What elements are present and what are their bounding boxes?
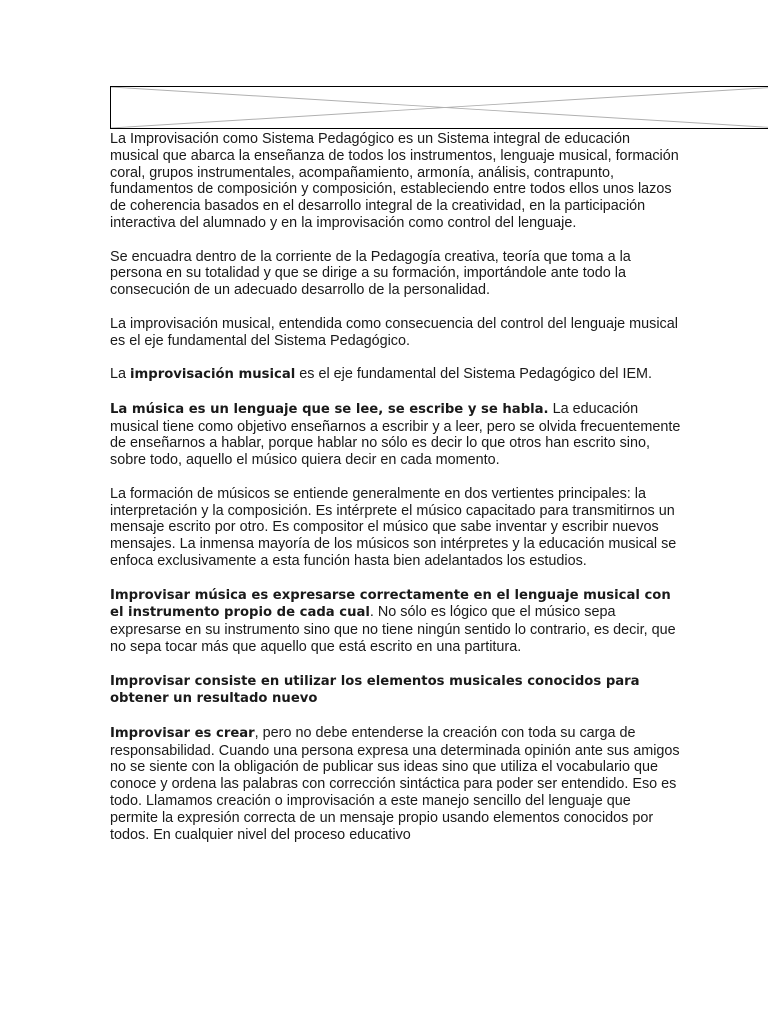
paragraph-improvisar-consiste bbox=[110, 673, 682, 709]
paragraph-pedagogia-creativa: Se encuadra dentro de la corriente de la Pedagogía creativa, teoría que toma a la persona en su totalidad y que se dirige a su formación, importándole ante todo la consecución de un adecuado desarrollo de la personalidad. bbox=[110, 248, 631, 299]
paragraph-improvisacion-musical: La improvisación musical, entendida como consecuencia del control del lenguaje musical es el eje fundamental del Sistema Pedagógico. bbox=[110, 315, 678, 349]
emphasis-text: Improvisar música es expresarse correctamente en el lenguaje musical con el instrumento propio de cada cual bbox=[110, 587, 671, 621]
paragraph-improvisar-crear bbox=[110, 725, 682, 844]
paragraph-improvisar-expresarse bbox=[110, 587, 682, 656]
paragraph-rest: . No sólo es lógico que el músico sepa expresarse en su instrumento sino que no tiene ningún sentido lo contrario, es decir, que no sepa tocar más que aquello que está escrito en una partitura. bbox=[110, 604, 676, 655]
paragraph-formacion-musicos: La formación de músicos se entiende generalmente en dos vertientes principales: la interpretación y la composición. Es intérprete el músico capacitado para transmitirnos un mensaje escrito por otro. Es compositor el músico que sabe inventar y escribir nuevos mensajes. La inmensa mayoría de los músicos son intérpretes y la educación musical se enfoca exclusivamente a esta función hasta bien adelantados los estudios. bbox=[110, 485, 677, 569]
paragraph-lenguaje bbox=[110, 401, 682, 469]
document-body bbox=[110, 131, 682, 860]
emphasis-text: improvisación musical bbox=[130, 367, 296, 383]
emphasis-text: La música es un lenguaje que se lee, se escribe y se habla. bbox=[110, 401, 549, 417]
emphasis-text: Improvisar es crear bbox=[110, 725, 255, 741]
emphasis-text: Improvisar consiste en utilizar los elementos musicales conocidos para obtener un resultado nuevo bbox=[110, 673, 640, 707]
paragraph-prefix: La bbox=[110, 366, 131, 383]
paragraph-rest: , pero no debe entenderse la creación con toda su carga de responsabilidad. Cuando una persona expresa una determinada opinión ante sus amigos no se siente con la obligación de publicar sus ideas sino que utiliza el vocabulario que conoce y ordena las palabras con corrección sintáctica para poder ser entendido. Eso es todo. Llamamos creación o improvisación a este manejo sencillo del lenguaje que permite la expresión correcta de un mensaje propio usando elementos conocidos por todos. En cualquier nivel del proceso educativo bbox=[110, 724, 680, 843]
paragraph-intro: La Improvisación como Sistema Pedagógico es un Sistema integral de educación musical que abarca la enseñanza de todos los instrumentos, lenguaje musical, formación coral, grupos instrumentales, acompañamiento, armonía, análisis, contrapunto, fundamentos de composición y composición, estableciendo entre todos ellos unos lazos de coherencia basados en el desarrollo integral de la creatividad, en la participación interactiva del alumnado y en la improvisación como control del lenguaje. bbox=[110, 131, 679, 231]
paragraph-rest: La educación musical tiene como objetivo enseñarnos a escribir y a leer, pero se olvida frecuentemente de enseñarnos a hablar, porque hablar no sólo es decir lo que otros han escrito sino, sobre todo, aquello el músico quiera decir en cada momento. bbox=[110, 400, 681, 469]
paragraph-eje-fundamental bbox=[110, 366, 682, 384]
image-placeholder bbox=[110, 86, 768, 129]
broken-image-placeholder-icon bbox=[111, 87, 768, 128]
paragraph-rest: es el eje fundamental del Sistema Pedagógico del IEM. bbox=[295, 366, 653, 383]
